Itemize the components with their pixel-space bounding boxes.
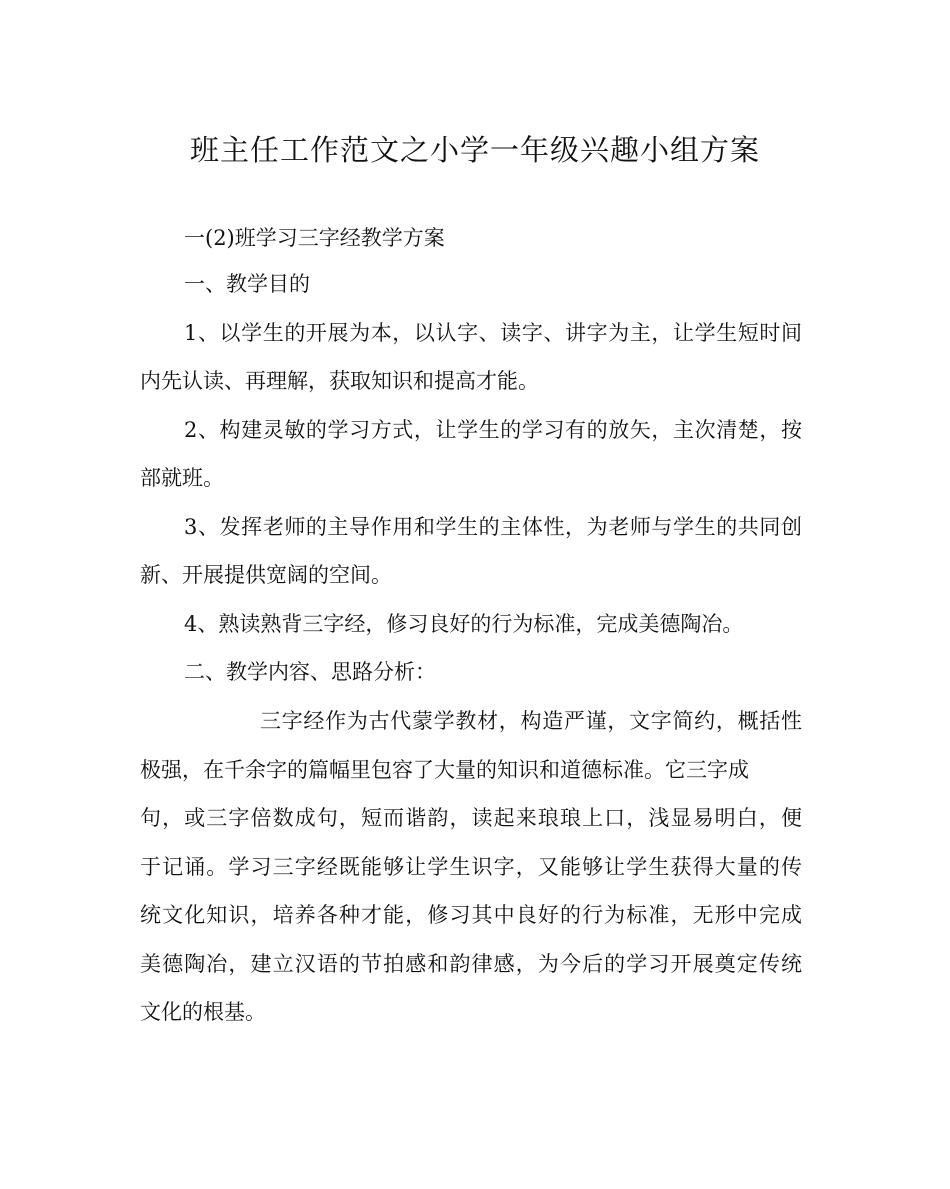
content-paragraph-line-1: 三字经作为古代蒙学教材，构造严谨，文字简约，概括性 <box>260 709 802 733</box>
content-paragraph-line-5: 统文化知识，培养各种才能，修习其中良好的行为标准，无形中完成 <box>140 903 802 927</box>
content-paragraph-line-2: 极强，在千余字的篇幅里包容了大量的知识和道德标准。它三字成 <box>140 758 749 782</box>
objective-2-line-1: 2、构建灵敏的学习方式，让学生的学习有的放矢，主次清楚，按 <box>184 418 802 442</box>
content-paragraph-line-6: 美德陶冶，建立汉语的节拍感和韵律感，为今后的学习开展奠定传统 <box>140 952 802 976</box>
section-heading-objectives: 一、教学目的 <box>184 272 310 296</box>
objective-1-line-2: 内先认读、再理解，获取知识和提高才能。 <box>140 369 539 393</box>
content-paragraph-line-3: 句，或三字倍数成句，短而谐韵，读起来琅琅上口，浅显易明白，便 <box>140 806 802 830</box>
objective-3-line-1: 3、发挥老师的主导作用和学生的主体性，为老师与学生的共同创 <box>184 515 802 539</box>
objective-2-line-2: 部就班。 <box>140 466 224 490</box>
class-plan-heading: 一(2)班学习三字经教学方案 <box>184 226 445 250</box>
objective-4: 4、熟读熟背三字经，修习良好的行为标准，完成美德陶冶。 <box>184 612 744 636</box>
objective-1-line-1: 1、以学生的开展为本，以认字、读字、讲字为主，让学生短时间 <box>184 321 802 345</box>
content-paragraph-line-4: 于记诵。学习三字经既能够让学生识字，又能够让学生获得大量的传 <box>140 855 802 879</box>
content-paragraph-line-7: 文化的根基。 <box>140 1000 266 1024</box>
section-heading-content: 二、教学内容、思路分析： <box>184 660 436 684</box>
document-title: 班主任工作范文之小学一年级兴趣小组方案 <box>189 133 760 167</box>
objective-3-line-2: 新、开展提供宽阔的空间。 <box>140 563 392 587</box>
